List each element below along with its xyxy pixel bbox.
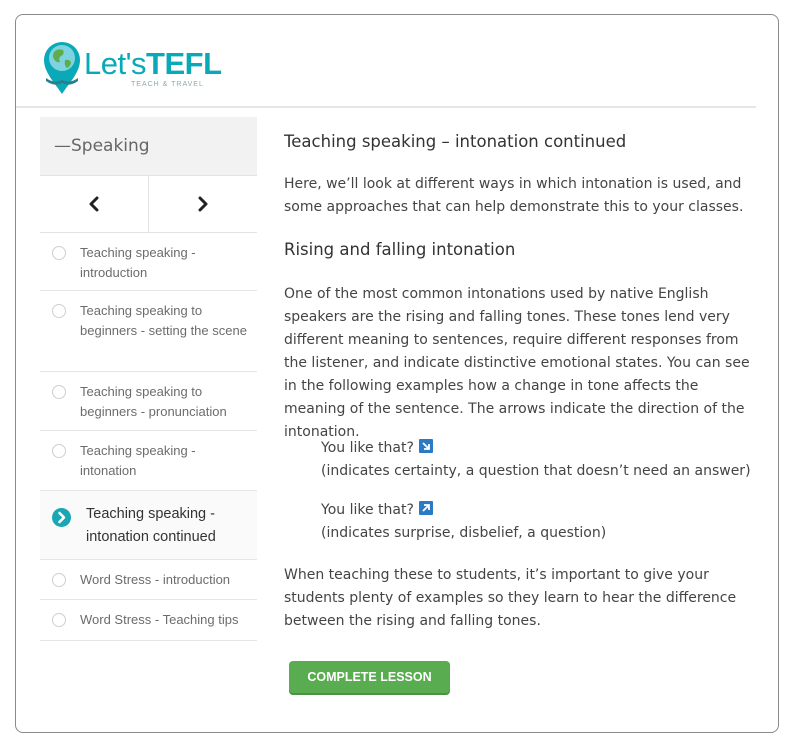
incomplete-circle-icon xyxy=(52,444,66,458)
lesson-sidebar xyxy=(40,117,257,640)
lesson-label: Word Stress - introduction xyxy=(80,572,231,587)
chevron-right-icon xyxy=(197,196,209,212)
lesson-label: Teaching speaking to beginners - setting the scene xyxy=(80,303,247,338)
incomplete-circle-icon xyxy=(52,304,66,318)
chevron-left-icon xyxy=(88,196,100,212)
example-note: (indicates certainty, a question that doesn’t need an answer) xyxy=(321,463,751,479)
incomplete-circle-icon xyxy=(52,246,66,260)
lesson-item[interactable] xyxy=(40,431,257,491)
lesson-item-active[interactable] xyxy=(40,491,257,560)
previous-lesson-button[interactable] xyxy=(40,176,149,232)
next-lesson-button[interactable] xyxy=(149,176,257,232)
current-lesson-icon xyxy=(52,508,71,527)
lesson-item[interactable] xyxy=(40,560,257,600)
example-rising xyxy=(321,499,606,545)
example-note: (indicates surprise, disbelief, a question) xyxy=(321,525,607,541)
example-phrase: You like that? xyxy=(321,502,414,518)
body-paragraph: One of the most common intonations used by native English speakers are the rising and falling tones. These tones lend very different meaning to sentences, require different responses from the listener, and indicate distinctive emotional states. You can see in the following examples how a change in tone affects the meaning of the sentence. The arrows indicate the direction of the intonation. xyxy=(284,286,750,440)
lesson-item[interactable] xyxy=(40,600,257,641)
closing-paragraph: When teaching these to students, it’s important to give your students plenty of examples so they learn to hear the difference between the rising and falling tones. xyxy=(284,567,737,629)
arrow-up-right-icon xyxy=(419,501,433,515)
complete-lesson-button[interactable]: COMPLETE LESSON xyxy=(289,661,450,693)
logo-tagline: TEACH & TRAVEL xyxy=(131,81,204,88)
lesson-item[interactable] xyxy=(40,233,257,291)
lesson-label: Teaching speaking - introduction xyxy=(80,245,196,280)
lesson-item[interactable] xyxy=(40,291,257,372)
lesson-title: Teaching speaking – intonation continued xyxy=(284,132,627,151)
lesson-pager xyxy=(40,175,257,233)
intro-paragraph: Here, we’ll look at different ways in which intonation is used, and some approaches that can help demonstrate this to your classes. xyxy=(284,176,744,215)
section-title: Rising and falling intonation xyxy=(284,240,516,259)
incomplete-circle-icon xyxy=(52,613,66,627)
lets-tefl-logo[interactable] xyxy=(40,38,230,96)
lesson-item[interactable] xyxy=(40,372,257,431)
lesson-label: Teaching speaking - intonation xyxy=(80,443,196,478)
lesson-label: Teaching speaking - intonation continued xyxy=(86,506,216,545)
incomplete-circle-icon xyxy=(52,573,66,587)
lesson-label: Word Stress - Teaching tips xyxy=(80,612,239,627)
lesson-list xyxy=(40,233,257,641)
incomplete-circle-icon xyxy=(52,385,66,399)
module-title[interactable]: —Speaking xyxy=(40,117,257,175)
globe-pin-icon xyxy=(40,38,84,96)
site-header xyxy=(16,18,756,108)
example-falling xyxy=(321,437,751,483)
logo-wordmark: Let'sTEFL xyxy=(84,46,222,81)
arrow-down-right-icon xyxy=(419,439,433,453)
lesson-label: Teaching speaking to beginners - pronunciation xyxy=(80,384,227,419)
example-phrase: You like that? xyxy=(321,440,414,456)
